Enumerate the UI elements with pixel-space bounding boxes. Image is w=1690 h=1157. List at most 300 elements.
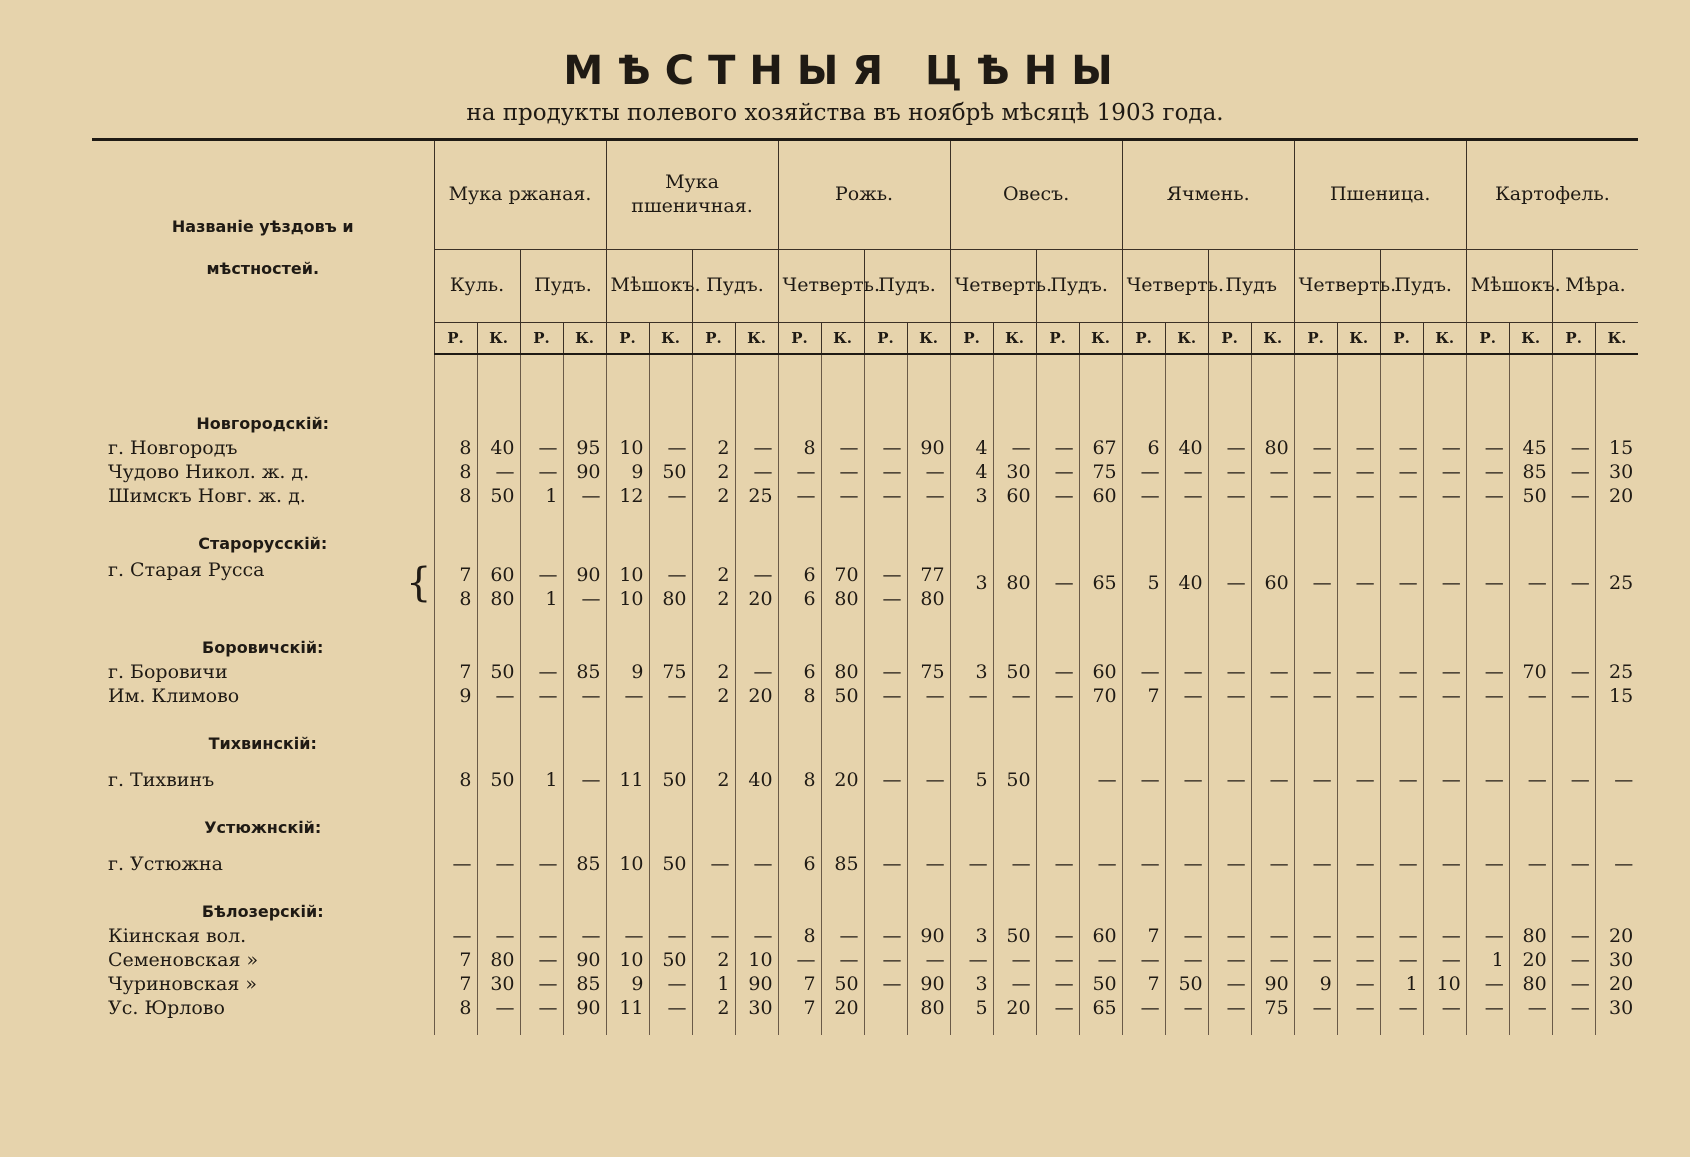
price-cell: 5	[950, 755, 993, 791]
price-cell: 2	[692, 435, 735, 459]
price-cell: —	[1380, 683, 1423, 707]
kopecks-header: К.	[649, 323, 692, 355]
price-cell: —	[649, 683, 692, 707]
price-cell: 80	[1509, 923, 1552, 947]
price-cell: 45	[1509, 435, 1552, 459]
price-cell: 12	[606, 483, 649, 507]
rubles-header: Р.	[434, 323, 477, 355]
price-cell: 1	[1380, 971, 1423, 995]
price-value: —	[667, 564, 687, 586]
price-cell: —	[1380, 435, 1423, 459]
price-cell: —	[1036, 435, 1079, 459]
price-cell: —	[1466, 483, 1509, 507]
price-cell: —	[1552, 755, 1595, 791]
price-cell: —	[434, 839, 477, 875]
price-value: 80	[920, 588, 945, 610]
price-cell: —	[649, 483, 692, 507]
price-cell: —	[563, 683, 606, 707]
unit-header: Пудъ.	[520, 250, 606, 323]
price-cell: 2	[692, 659, 735, 683]
price-cell: —	[1509, 683, 1552, 707]
price-cell: 1	[520, 483, 563, 507]
price-cell	[864, 995, 907, 1019]
price-value: 70	[834, 564, 859, 586]
price-cell: —	[864, 923, 907, 947]
price-cell: 20	[735, 683, 778, 707]
price-cell: —	[520, 995, 563, 1019]
price-cell: 90	[563, 947, 606, 971]
price-cell: 20	[1595, 483, 1638, 507]
price-cell: —	[1552, 947, 1595, 971]
locality-label: Ус. Юрлово	[108, 997, 225, 1019]
price-cell: —	[1466, 755, 1509, 791]
price-cell: 9	[606, 659, 649, 683]
price-cell: 60	[1251, 555, 1294, 611]
price-cell: 2	[692, 683, 735, 707]
unit-header: Пудъ.	[864, 250, 950, 323]
kopecks-header: К.	[1165, 323, 1208, 355]
price-cell: —	[563, 755, 606, 791]
locality-label: Семеновская »	[108, 949, 259, 971]
price-cell: 95	[563, 435, 606, 459]
price-cell: 7	[778, 995, 821, 1019]
price-cell: 20	[1509, 947, 1552, 971]
price-cell: —	[1036, 971, 1079, 995]
price-cell: 9	[606, 459, 649, 483]
price-cell: 60	[1079, 659, 1122, 683]
locality-name	[92, 923, 434, 947]
rubles-header: Р.	[1466, 323, 1509, 355]
price-cell	[864, 555, 907, 611]
price-cell: —	[1552, 923, 1595, 947]
price-cell: —	[1294, 995, 1337, 1019]
table-row	[92, 839, 1638, 875]
price-cell: —	[1337, 923, 1380, 947]
price-cell: —	[1552, 995, 1595, 1019]
price-cell: 7	[434, 659, 477, 683]
price-cell: —	[1380, 483, 1423, 507]
table-row	[92, 435, 1638, 459]
price-cell: 25	[1595, 659, 1638, 683]
price-cell: —	[993, 435, 1036, 459]
price-cell: 50	[1079, 971, 1122, 995]
unit-header: Мѣра.	[1552, 250, 1638, 323]
price-cell: —	[1337, 971, 1380, 995]
table-row	[92, 683, 1638, 707]
price-cell: 8	[434, 995, 477, 1019]
rubles-header: Р.	[1294, 323, 1337, 355]
price-cell: 90	[907, 971, 950, 995]
price-cell: —	[1380, 839, 1423, 875]
price-value: 80	[490, 588, 515, 610]
price-cell: —	[1251, 839, 1294, 875]
price-cell: —	[1165, 755, 1208, 791]
group-header: Ячмень.	[1122, 140, 1294, 250]
price-cell: 75	[649, 659, 692, 683]
price-cell: —	[1208, 755, 1251, 791]
price-cell: —	[1079, 947, 1122, 971]
price-value: —	[538, 564, 558, 586]
price-cell: —	[1595, 839, 1638, 875]
price-cell: —	[1423, 947, 1466, 971]
price-cell: —	[1036, 947, 1079, 971]
locality-label: Шимскъ Новг. ж. д.	[108, 485, 306, 507]
name-column-header: Названіе уѣздовъ и мѣстностей.	[92, 140, 434, 355]
price-cell: 65	[1079, 555, 1122, 611]
price-cell: 75	[1251, 995, 1294, 1019]
price-cell: 8	[778, 683, 821, 707]
price-cell: 85	[821, 839, 864, 875]
price-cell: —	[1251, 683, 1294, 707]
price-cell: 85	[563, 971, 606, 995]
price-cell: —	[1036, 683, 1079, 707]
price-cell: 75	[907, 659, 950, 683]
price-cell: —	[434, 923, 477, 947]
price-cell: 30	[1595, 947, 1638, 971]
price-cell: —	[1294, 483, 1337, 507]
kopecks-header: К.	[477, 323, 520, 355]
price-cell: —	[1337, 755, 1380, 791]
price-cell: —	[1552, 459, 1595, 483]
price-value: 80	[662, 588, 687, 610]
price-cell: —	[907, 483, 950, 507]
price-value: 6	[803, 564, 816, 586]
price-cell: —	[477, 995, 520, 1019]
price-value: —	[581, 588, 601, 610]
price-cell: —	[735, 435, 778, 459]
unit-header: Четверть.	[778, 250, 864, 323]
price-cell: —	[1337, 995, 1380, 1019]
price-value: 10	[619, 564, 644, 586]
price-value: —	[882, 564, 902, 586]
price-cell: —	[1122, 659, 1165, 683]
price-cell: —	[692, 923, 735, 947]
locality-name	[92, 971, 434, 995]
price-cell: —	[778, 459, 821, 483]
price-cell: 8	[434, 483, 477, 507]
rubles-header: Р.	[1208, 323, 1251, 355]
price-cell: —	[1165, 483, 1208, 507]
price-cell: —	[649, 435, 692, 459]
table-row	[92, 971, 1638, 995]
price-cell: —	[1251, 459, 1294, 483]
price-cell: 50	[821, 683, 864, 707]
group-header: Мука ржаная.	[434, 140, 606, 250]
price-cell: —	[1122, 995, 1165, 1019]
price-cell: 7	[434, 971, 477, 995]
price-cell: —	[1294, 683, 1337, 707]
price-cell	[563, 555, 606, 611]
price-cell: 60	[993, 483, 1036, 507]
price-cell: —	[1466, 971, 1509, 995]
price-cell: 8	[434, 459, 477, 483]
price-value: —	[882, 588, 902, 610]
price-cell: —	[477, 839, 520, 875]
price-cell: 80	[821, 659, 864, 683]
price-cell: —	[520, 659, 563, 683]
price-cell: 3	[950, 659, 993, 683]
price-cell: —	[1552, 683, 1595, 707]
rubles-header: Р.	[864, 323, 907, 355]
price-cell: —	[1208, 839, 1251, 875]
price-cell: —	[907, 683, 950, 707]
district-name: Бѣлозерскій:	[201, 902, 324, 921]
price-cell: —	[1165, 683, 1208, 707]
price-cell: 10	[606, 947, 649, 971]
price-cell	[649, 555, 692, 611]
price-cell: —	[1552, 971, 1595, 995]
unit-header: Пудъ	[1208, 250, 1294, 323]
price-cell: —	[1423, 839, 1466, 875]
price-cell: 20	[1595, 923, 1638, 947]
price-cell: —	[864, 435, 907, 459]
price-cell: —	[1466, 659, 1509, 683]
price-cell: 10	[606, 839, 649, 875]
unit-header: Пудъ.	[692, 250, 778, 323]
price-cell: 40	[1165, 555, 1208, 611]
price-cell: 9	[606, 971, 649, 995]
price-cell: 50	[993, 923, 1036, 947]
rubles-header: Р.	[1380, 323, 1423, 355]
price-cell: —	[821, 459, 864, 483]
table-row	[92, 995, 1638, 1019]
price-cell: —	[1251, 755, 1294, 791]
price-cell: —	[1122, 839, 1165, 875]
price-cell: —	[1165, 947, 1208, 971]
kopecks-header: К.	[1423, 323, 1466, 355]
rubles-header: Р.	[606, 323, 649, 355]
locality-name	[92, 947, 434, 971]
price-cell: 2	[692, 755, 735, 791]
price-cell: —	[1036, 923, 1079, 947]
price-cell: —	[864, 755, 907, 791]
locality-name	[92, 683, 434, 707]
price-cell: —	[1509, 555, 1552, 611]
price-cell: —	[1036, 839, 1079, 875]
price-cell: —	[1036, 459, 1079, 483]
price-cell: —	[1251, 923, 1294, 947]
price-cell: 8	[778, 755, 821, 791]
price-cell: 6	[778, 659, 821, 683]
price-cell: —	[1423, 555, 1466, 611]
unit-header: Пудъ.	[1380, 250, 1466, 323]
price-cell: 25	[1595, 555, 1638, 611]
price-cell: 3	[950, 971, 993, 995]
price-cell: —	[1423, 435, 1466, 459]
price-cell: —	[1294, 755, 1337, 791]
unit-header: Пудъ.	[1036, 250, 1122, 323]
price-cell: —	[821, 435, 864, 459]
price-cell: —	[1294, 659, 1337, 683]
price-cell: —	[520, 435, 563, 459]
price-cell: 1	[520, 755, 563, 791]
price-cell: —	[1251, 659, 1294, 683]
price-cell: 80	[477, 947, 520, 971]
price-cell: —	[606, 923, 649, 947]
table-row	[92, 755, 1638, 791]
price-cell: —	[1294, 555, 1337, 611]
price-cell: 50	[649, 947, 692, 971]
price-cell: —	[1165, 923, 1208, 947]
price-cell: —	[1165, 659, 1208, 683]
price-cell: —	[1208, 947, 1251, 971]
price-cell: —	[1208, 435, 1251, 459]
price-cell: —	[950, 839, 993, 875]
price-cell: —	[907, 459, 950, 483]
price-value: 80	[834, 588, 859, 610]
price-cell: —	[1423, 755, 1466, 791]
price-value: 8	[459, 588, 472, 610]
price-cell: —	[907, 839, 950, 875]
price-cell: 1	[1466, 947, 1509, 971]
price-cell: —	[1294, 923, 1337, 947]
price-cell: —	[1036, 555, 1079, 611]
price-value: —	[753, 564, 773, 586]
price-cell	[907, 555, 950, 611]
price-cell: 50	[1165, 971, 1208, 995]
price-cell: 15	[1595, 435, 1638, 459]
price-cell: —	[1423, 659, 1466, 683]
price-cell: —	[1466, 995, 1509, 1019]
price-cell: —	[1208, 995, 1251, 1019]
price-cell: —	[1165, 459, 1208, 483]
price-cell: —	[1079, 839, 1122, 875]
price-cell: —	[1423, 995, 1466, 1019]
price-cell: —	[1509, 839, 1552, 875]
price-cell: —	[1466, 839, 1509, 875]
price-cell: —	[520, 947, 563, 971]
table-row	[92, 555, 1638, 611]
price-cell: 8	[778, 435, 821, 459]
price-cell: 10	[735, 947, 778, 971]
locality-name	[92, 459, 434, 483]
price-cell: —	[821, 947, 864, 971]
price-cell: —	[1552, 435, 1595, 459]
price-cell: 50	[477, 659, 520, 683]
price-cell: —	[1380, 659, 1423, 683]
price-value: 6	[803, 588, 816, 610]
price-cell: 7	[434, 947, 477, 971]
price-cell: —	[1208, 971, 1251, 995]
price-cell: 9	[1294, 971, 1337, 995]
price-cell: 1	[692, 971, 735, 995]
district-name: Боровичскій:	[202, 638, 324, 657]
price-cell: 85	[1509, 459, 1552, 483]
kopecks-header: К.	[563, 323, 606, 355]
page-title: МѢСТНЫЯ ЦѢНЫ	[563, 48, 1127, 94]
district-name: Устюжнскій:	[204, 818, 322, 837]
price-cell: 70	[1509, 659, 1552, 683]
price-cell: 90	[563, 459, 606, 483]
price-cell: —	[1423, 483, 1466, 507]
price-cell: —	[520, 923, 563, 947]
locality-name	[92, 659, 434, 683]
price-cell: —	[1079, 755, 1122, 791]
price-cell: —	[864, 483, 907, 507]
price-cell: —	[864, 971, 907, 995]
price-cell: —	[1122, 459, 1165, 483]
price-cell: 80	[993, 555, 1036, 611]
page-subtitle: на продукты полевого хозяйства въ ноябрѣ мѣсяцѣ 1903 года.	[466, 100, 1224, 126]
price-value: 77	[920, 564, 945, 586]
price-cell: 20	[821, 995, 864, 1019]
district-name: Старорусскій:	[198, 534, 328, 553]
price-cell: 70	[1079, 683, 1122, 707]
price-cell	[477, 555, 520, 611]
price-cell: —	[993, 947, 1036, 971]
price-cell: 2	[692, 995, 735, 1019]
price-cell: 85	[563, 839, 606, 875]
price-cell: 4	[950, 435, 993, 459]
locality-label: г. Устюжна	[108, 853, 223, 875]
kopecks-header: К.	[1595, 323, 1638, 355]
price-cell: —	[520, 971, 563, 995]
price-value: 20	[748, 588, 773, 610]
price-cell: —	[520, 683, 563, 707]
price-cell: —	[1466, 683, 1509, 707]
rubles-header: Р.	[1122, 323, 1165, 355]
table-row	[92, 483, 1638, 507]
price-cell: 30	[1595, 995, 1638, 1019]
price-cell: 50	[993, 659, 1036, 683]
price-cell: 30	[993, 459, 1036, 483]
rubles-header: Р.	[520, 323, 563, 355]
group-header: Картофель.	[1466, 140, 1638, 250]
price-cell: 5	[1122, 555, 1165, 611]
price-cell: —	[649, 923, 692, 947]
price-cell: —	[821, 923, 864, 947]
price-cell: 50	[993, 755, 1036, 791]
price-cell	[735, 555, 778, 611]
price-cell: —	[1380, 995, 1423, 1019]
price-cell: —	[1380, 755, 1423, 791]
price-cell: —	[864, 947, 907, 971]
price-cell: —	[864, 683, 907, 707]
locality-name	[92, 839, 434, 875]
price-cell: —	[563, 923, 606, 947]
price-value: 60	[490, 564, 515, 586]
locality-label: г. Старая Русса	[108, 559, 265, 581]
price-cell: —	[692, 839, 735, 875]
price-cell	[692, 555, 735, 611]
price-cell: —	[1380, 947, 1423, 971]
price-value: 1	[545, 588, 558, 610]
price-cell: 30	[735, 995, 778, 1019]
kopecks-header: К.	[1509, 323, 1552, 355]
price-cell: 50	[649, 839, 692, 875]
price-cell: 90	[1251, 971, 1294, 995]
kopecks-header: К.	[735, 323, 778, 355]
price-cell: 50	[1509, 483, 1552, 507]
price-cell: —	[1337, 435, 1380, 459]
group-header: Пшеница.	[1294, 140, 1466, 250]
price-cell: —	[1595, 755, 1638, 791]
price-cell: —	[477, 683, 520, 707]
price-cell: —	[1294, 947, 1337, 971]
price-cell: 7	[778, 971, 821, 995]
price-cell: 20	[821, 755, 864, 791]
price-cell: 65	[1079, 995, 1122, 1019]
price-cell: 50	[821, 971, 864, 995]
unit-header: Мѣшокъ.	[606, 250, 692, 323]
price-cell	[606, 555, 649, 611]
price-cell: —	[563, 483, 606, 507]
price-cell: —	[1337, 483, 1380, 507]
price-cell	[1036, 755, 1079, 791]
price-cell: 2	[692, 483, 735, 507]
locality-label: Чудово Никол. ж. д.	[108, 461, 310, 483]
price-cell: —	[1036, 483, 1079, 507]
